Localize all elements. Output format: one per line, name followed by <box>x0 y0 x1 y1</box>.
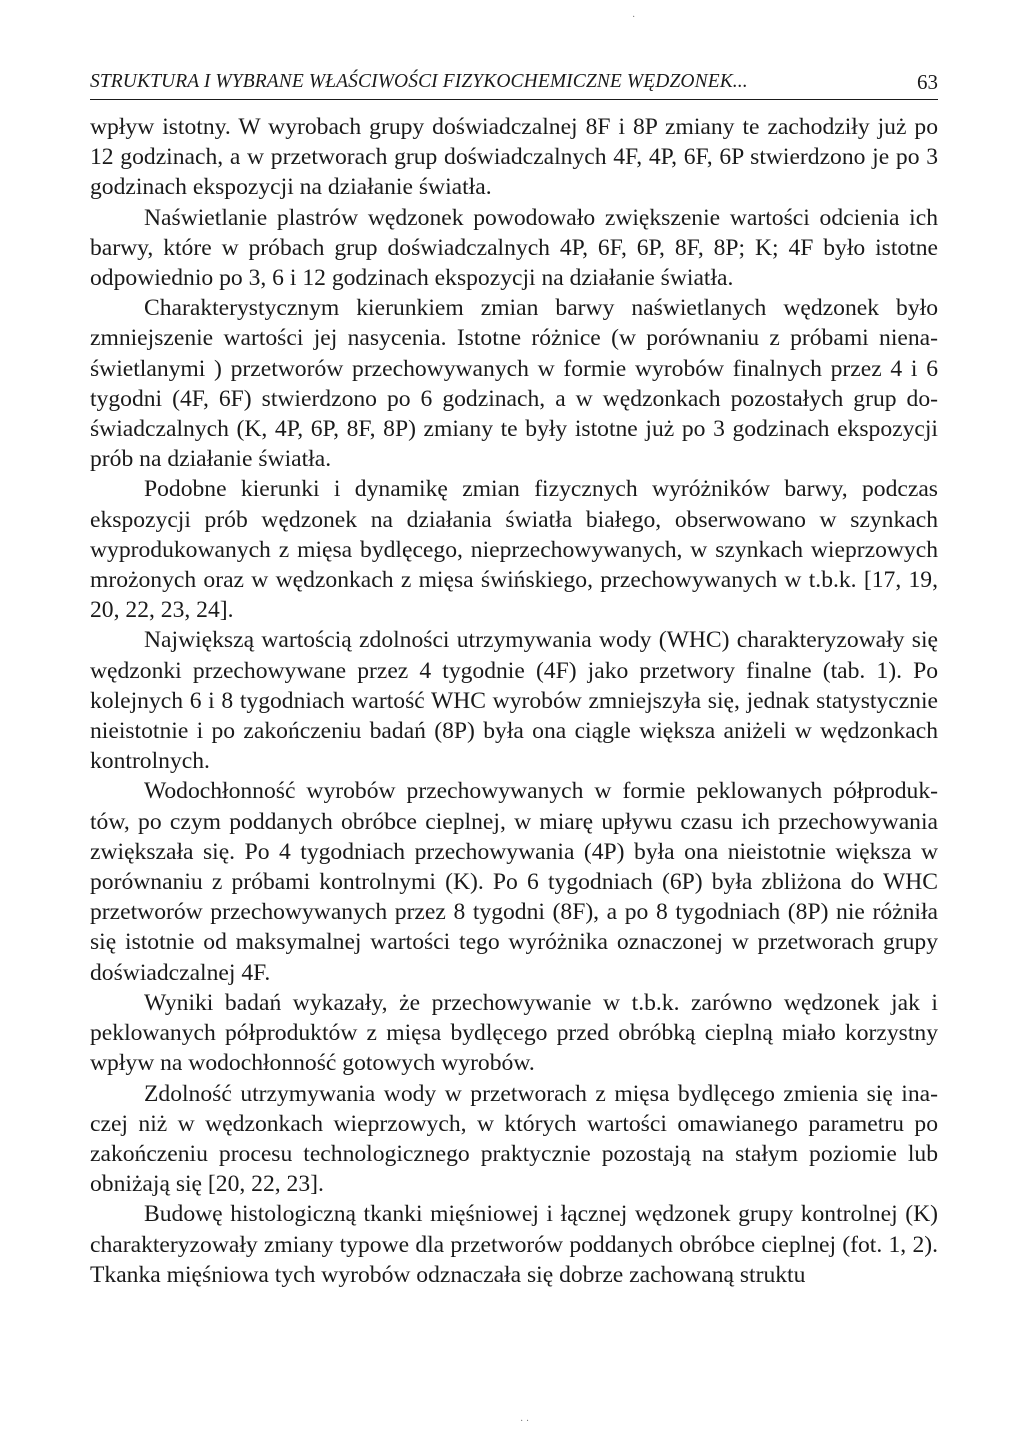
page <box>90 70 938 1290</box>
page-number: 63 <box>917 70 938 94</box>
paragraph: Podobne kierunki i dynamikę zmian fizycznych wyróżników barwy, podczas ekspozycji prób wędzonek na działania światła białego, obserwowano w szynkach wyprodukowanych z mięsa bydlęcego, nieprzechowywanych, w szynkach wieprzowych mrożonych oraz w wędzonkach z mięsa świńskiego, przechowywanych w t.b.k. [17, 19, 20, 22, 23, 24]. <box>90 476 938 624</box>
paragraph: Zdolność utrzymywania wody w przetworach z mięsa bydlęcego zmienia się inaczej niż w wędzonkach wieprzowych, w których wartości omawianego parametru po zakończeniu procesu technologicznego praktycznie pozostają na stałym poziomie lub obniżają się [20, 22, 23]. <box>90 1080 938 1198</box>
paragraph: Charakterystycznym kierunkiem zmian barwy naświetlanych wędzonek było zmniejszenie wartości jej nasycenia. Istotne różnice (w porównaniu z próbami nienaświetlanymi ) przetworów przechowywanych w formie wyrobów finalnych przez 4 i 6 tygodni (4F, 6F) stwierdzono po 6 godzinach, a w wędzonkach pozostałych grup doświadczalnych (K, 4P, 6P, 8F, 8P) zmiany te były istotne już po 3 godzinach ekspozycji prób na działanie światła. <box>90 295 938 473</box>
running-head <box>90 70 938 100</box>
paragraph: Naświetlanie plastrów wędzonek powodowało zwiększenie wartości odcienia ich barwy, które w próbach grup doświadczalnych 4P, 6F, 6P, 8F, 8P; K; 4F było istotne odpowiednio po 3, 6 i 12 godzinach ekspozycji na działanie światła. <box>90 204 938 292</box>
paragraph: Największą wartością zdolności utrzymywania wody (WHC) charakteryzowały się wędzonki przechowywane przez 4 tygodnie (4F) jako przetwory finalne (tab. 1). Po kolejnych 6 i 8 tygodniach wartość WHC wyrobów zmniejszyła się, jednak statystycznie nieistotnie i po zakończeniu badań (8P) była ona ciągle większa aniżeli w wędzonkach kontrolnych. <box>90 627 938 775</box>
paragraph-continuation: wpływ istotny. W wyrobach grupy doświadczalnej 8F i 8P zmiany te zachodziły już po 12 godzinach, a w przetworach grup doświadczalnych 4F, 4P, 6F, 6P stwierdzono je po 3 godzinach ekspozycji na działanie światła. <box>90 114 938 201</box>
running-title: STRUKTURA I WYBRANE WŁAŚCIWOŚCI FIZYKOCHEMICZNE WĘDZONEK... <box>90 71 748 92</box>
scan-speck: · <box>632 12 636 23</box>
paragraph: Wodochłonność wyrobów przechowywanych w formie peklowanych półproduktów, po czym poddanych obróbce cieplnej, w miarę upływu czasu ich przechowywania zwiększała się. Po 4 tygodniach przechowywania (4P) była ona nieistotnie większa w porównaniu z próbami kontrolnymi (K). Po 6 tygodniach (6P) była zbliżona do WHC przetworów przechowywanych przez 8 tygodni (8F), a po 8 tygodniach (8P) nie różniła się istotnie od maksymalnej wartości tego wyróżnika oznaczonej w przetworach grupy doświadczalnej 4F. <box>90 778 938 986</box>
paragraph: Wyniki badań wykazały, że przechowywanie w t.b.k. zarówno wędzonek jak i peklowanych półproduktów z mięsa bydlęcego przed obróbką cieplną miało korzystny wpływ na wodochłonność gotowych wyrobów. <box>90 989 938 1077</box>
paragraph: Budowę histologiczną tkanki mięśniowej i łącznej wędzonek grupy kontrolnej (K) charakteryzowały zmiany typowe dla przetworów poddanych obróbce cieplnej (fot. 1, 2). Tkanka mięśniowa tych wyrobów odznaczała się dobrze zachowaną struktu <box>90 1201 938 1288</box>
body-text <box>90 112 938 1290</box>
scan-speck: · · <box>520 1416 530 1427</box>
